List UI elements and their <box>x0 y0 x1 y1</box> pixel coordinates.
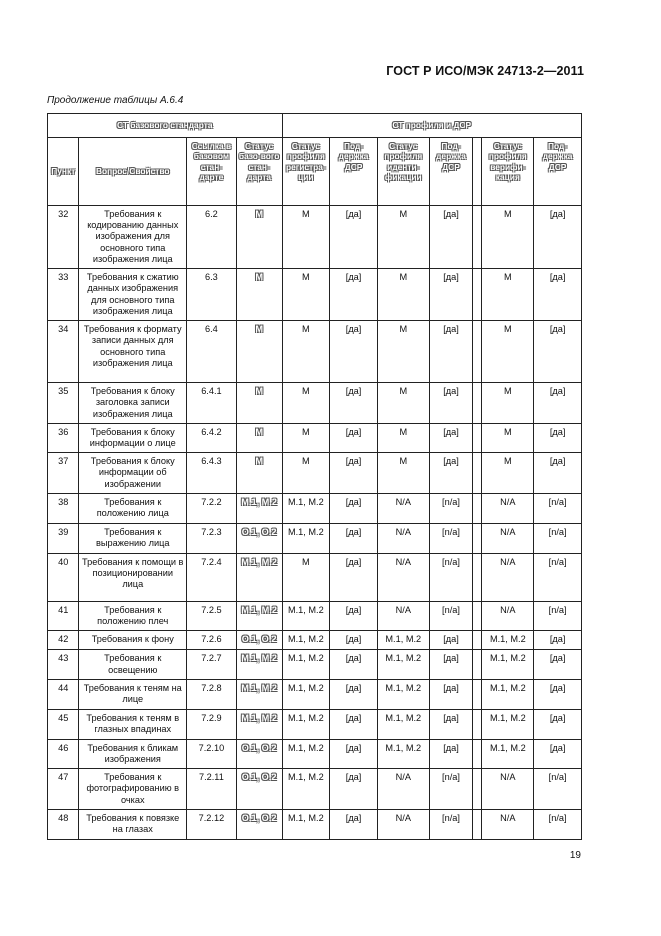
cell-item-number: 46 <box>48 739 79 768</box>
cell-verification-support: [n/a] <box>534 493 582 523</box>
table-row <box>48 739 582 768</box>
base-status-value: M.1, M.2 <box>241 496 278 507</box>
cell-base-status <box>236 739 282 768</box>
spacer-cell <box>473 739 482 768</box>
cell-verification-status: M.1, M.2 <box>482 650 534 679</box>
cell-registration-status: M.1, M.2 <box>282 739 330 768</box>
base-status-value: M.1, M.2 <box>241 682 278 693</box>
cell-reference: 7.2.8 <box>187 679 237 709</box>
cell-question: Требования к положению плеч <box>79 601 187 630</box>
cell-verification-status: M <box>482 423 534 452</box>
spacer-cell <box>473 809 482 839</box>
cell-reference: 7.2.5 <box>187 601 237 630</box>
table-row <box>48 523 582 553</box>
cell-reference: 6.4.1 <box>187 383 237 424</box>
cell-reference: 7.2.3 <box>187 523 237 553</box>
cell-registration-support: [да] <box>330 321 378 383</box>
cell-verification-support: [да] <box>534 650 582 679</box>
cell-verification-status: M <box>482 383 534 424</box>
table-caption: Продолжение таблицы А.6.4 <box>47 95 184 106</box>
cell-reference: 6.4.3 <box>187 453 237 494</box>
spacer-cell <box>473 523 482 553</box>
spacer-cell <box>473 493 482 523</box>
cell-identification-support: [n/a] <box>429 809 473 839</box>
table-row <box>48 809 582 839</box>
cell-identification-status: N/A <box>377 553 429 601</box>
cell-reference: 7.2.6 <box>187 631 237 650</box>
cell-registration-support: [да] <box>330 453 378 494</box>
cell-verification-support: [да] <box>534 269 582 321</box>
cell-verification-status: N/A <box>482 769 534 810</box>
cell-question: Требования к блоку информации об изображении <box>79 453 187 494</box>
cell-question: Требования к фотографированию в очках <box>79 769 187 810</box>
spacer-cell <box>473 423 482 452</box>
cell-registration-status: M.1, M.2 <box>282 809 330 839</box>
cell-identification-status: M <box>377 269 429 321</box>
table-row <box>48 601 582 630</box>
cell-registration-status: M <box>282 453 330 494</box>
cell-item-number: 34 <box>48 321 79 383</box>
cell-verification-support: [да] <box>534 383 582 424</box>
cell-identification-status: M <box>377 453 429 494</box>
cell-verification-status: N/A <box>482 809 534 839</box>
cell-identification-support: [да] <box>429 269 473 321</box>
cell-identification-support: [да] <box>429 739 473 768</box>
cell-verification-support: [да] <box>534 206 582 269</box>
cell-item-number: 35 <box>48 383 79 424</box>
cell-registration-support: [да] <box>330 739 378 768</box>
cell-base-status <box>236 769 282 810</box>
cell-identification-status: M <box>377 423 429 452</box>
base-status-value: M.1, M.2 <box>241 653 278 664</box>
cell-item-number: 38 <box>48 493 79 523</box>
cell-question: Требования к теням на лице <box>79 679 187 709</box>
cell-registration-support: [да] <box>330 709 378 739</box>
cell-verification-status: N/A <box>482 493 534 523</box>
cell-registration-status: M.1, M.2 <box>282 679 330 709</box>
group-header-base: СТ базового стандарта <box>48 114 283 138</box>
cell-reference: 6.4 <box>187 321 237 383</box>
cell-base-status <box>236 269 282 321</box>
cell-item-number: 42 <box>48 631 79 650</box>
spacer-cell <box>473 679 482 709</box>
spacer-cell <box>473 601 482 630</box>
col-header-verification-status: Статус профиля верифи-кация <box>482 138 534 206</box>
base-status-value: O.1, O.2 <box>241 772 277 783</box>
cell-registration-status: M <box>282 423 330 452</box>
cell-question: Требования к кодированию данных изображения для основного типа изображения лица <box>79 206 187 269</box>
cell-verification-status: M <box>482 321 534 383</box>
col-header-base-status: Статус базо-вого стан-дарта <box>236 138 282 206</box>
cell-verification-support: [да] <box>534 423 582 452</box>
cell-identification-support: [n/a] <box>429 601 473 630</box>
col-header-verification-support: Под-держка ДСР <box>534 138 582 206</box>
cell-reference: 6.4.2 <box>187 423 237 452</box>
col-header-reference: Ссылка в базовом стан-дарте <box>187 138 237 206</box>
col-header-question: Вопрос/Свойство <box>79 138 187 206</box>
cell-verification-status: M.1, M.2 <box>482 709 534 739</box>
cell-item-number: 32 <box>48 206 79 269</box>
cell-reference: 7.2.11 <box>187 769 237 810</box>
cell-reference: 7.2.9 <box>187 709 237 739</box>
cell-item-number: 39 <box>48 523 79 553</box>
cell-item-number: 43 <box>48 650 79 679</box>
cell-base-status <box>236 523 282 553</box>
cell-base-status <box>236 809 282 839</box>
base-status-value: M.1, M.2 <box>241 604 278 615</box>
cell-verification-support: [да] <box>534 321 582 383</box>
table-row <box>48 709 582 739</box>
cell-base-status <box>236 631 282 650</box>
cell-registration-support: [да] <box>330 206 378 269</box>
cell-reference: 7.2.4 <box>187 553 237 601</box>
cell-identification-support: [n/a] <box>429 769 473 810</box>
table-row <box>48 679 582 709</box>
cell-identification-support: [n/a] <box>429 523 473 553</box>
cell-identification-support: [да] <box>429 453 473 494</box>
cell-verification-support: [n/a] <box>534 809 582 839</box>
cell-item-number: 44 <box>48 679 79 709</box>
cell-reference: 7.2.7 <box>187 650 237 679</box>
cell-verification-status: M.1, M.2 <box>482 631 534 650</box>
cell-identification-support: [да] <box>429 423 473 452</box>
group-header-row <box>48 114 582 138</box>
cell-question: Требования к сжатию данных изображения для основного типа изображения лица <box>79 269 187 321</box>
cell-verification-status: N/A <box>482 601 534 630</box>
cell-reference: 7.2.12 <box>187 809 237 839</box>
cell-verification-status: N/A <box>482 553 534 601</box>
cell-verification-support: [да] <box>534 453 582 494</box>
cell-reference: 7.2.2 <box>187 493 237 523</box>
cell-identification-support: [n/a] <box>429 493 473 523</box>
cell-item-number: 40 <box>48 553 79 601</box>
cell-registration-support: [да] <box>330 523 378 553</box>
cell-base-status <box>236 383 282 424</box>
table-row <box>48 321 582 383</box>
cell-verification-status: M.1, M.2 <box>482 679 534 709</box>
cell-registration-status: M <box>282 206 330 269</box>
cell-item-number: 37 <box>48 453 79 494</box>
cell-identification-status: M.1, M.2 <box>377 631 429 650</box>
cell-verification-support: [n/a] <box>534 769 582 810</box>
cell-identification-support: [да] <box>429 709 473 739</box>
cell-registration-support: [да] <box>330 650 378 679</box>
cell-verification-support: [да] <box>534 679 582 709</box>
cell-registration-status: M.1, M.2 <box>282 493 330 523</box>
spacer-cell <box>473 553 482 601</box>
cell-registration-support: [да] <box>330 383 378 424</box>
cell-registration-support: [да] <box>330 769 378 810</box>
cell-item-number: 48 <box>48 809 79 839</box>
cell-question: Требования к блоку заголовка записи изображения лица <box>79 383 187 424</box>
cell-registration-status: M.1, M.2 <box>282 709 330 739</box>
cell-identification-status: M.1, M.2 <box>377 679 429 709</box>
cell-verification-status: M <box>482 453 534 494</box>
col-header-registration-support: Под-держка ДСР <box>330 138 378 206</box>
cell-registration-support: [да] <box>330 631 378 650</box>
cell-identification-status: N/A <box>377 601 429 630</box>
cell-verification-support: [n/a] <box>534 523 582 553</box>
spacer-cell <box>473 383 482 424</box>
cell-verification-support: [да] <box>534 709 582 739</box>
cell-item-number: 45 <box>48 709 79 739</box>
base-status-value: M <box>255 456 263 467</box>
cell-verification-support: [n/a] <box>534 553 582 601</box>
spacer-cell <box>473 206 482 269</box>
cell-registration-support: [да] <box>330 679 378 709</box>
cell-identification-support: [да] <box>429 383 473 424</box>
cell-identification-status: M.1, M.2 <box>377 709 429 739</box>
cell-registration-support: [да] <box>330 269 378 321</box>
cell-registration-support: [да] <box>330 493 378 523</box>
cell-question: Требования к выражению лица <box>79 523 187 553</box>
col-header-item: Пункт <box>48 138 79 206</box>
cell-registration-support: [да] <box>330 809 378 839</box>
base-status-value: M <box>255 386 263 397</box>
cell-base-status <box>236 709 282 739</box>
spacer-cell <box>473 453 482 494</box>
cell-identification-status: M.1, M.2 <box>377 739 429 768</box>
group-header-profile: СТ профиля и ДСР <box>282 114 582 138</box>
table-row <box>48 769 582 810</box>
col-header-identification-support: Под-держка ДСР <box>429 138 473 206</box>
cell-reference: 6.3 <box>187 269 237 321</box>
cell-registration-support: [да] <box>330 601 378 630</box>
cell-base-status <box>236 679 282 709</box>
cell-verification-support: [да] <box>534 739 582 768</box>
table-row <box>48 650 582 679</box>
table-row <box>48 493 582 523</box>
cell-base-status <box>236 493 282 523</box>
cell-base-status <box>236 601 282 630</box>
cell-identification-status: M <box>377 383 429 424</box>
cell-identification-support: [да] <box>429 206 473 269</box>
cell-identification-status: M <box>377 206 429 269</box>
base-status-value: M.1, M.2 <box>241 712 278 723</box>
cell-verification-support: [да] <box>534 631 582 650</box>
cell-reference: 7.2.10 <box>187 739 237 768</box>
cell-identification-support: [да] <box>429 631 473 650</box>
cell-registration-status: M.1, M.2 <box>282 650 330 679</box>
cell-verification-status: N/A <box>482 523 534 553</box>
cell-item-number: 36 <box>48 423 79 452</box>
base-status-value: O.1, O.2 <box>241 634 277 645</box>
cell-identification-support: [да] <box>429 321 473 383</box>
cell-identification-support: [n/a] <box>429 553 473 601</box>
base-status-value: O.1, O.2 <box>241 742 277 753</box>
table-row <box>48 631 582 650</box>
cell-registration-status: M <box>282 553 330 601</box>
col-header-registration-status: Статус профиля регистра-ции <box>282 138 330 206</box>
base-status-value: M <box>255 272 263 283</box>
spacer-cell <box>473 631 482 650</box>
base-status-value: O.1, O.2 <box>241 812 277 823</box>
col-header-identification-status: Статус профиля иденти-фикации <box>377 138 429 206</box>
table-row <box>48 383 582 424</box>
base-status-value: M <box>255 324 263 335</box>
spacer-cell <box>473 769 482 810</box>
table-row <box>48 206 582 269</box>
cell-question: Требования к освещению <box>79 650 187 679</box>
document-code: ГОСТ Р ИСО/МЭК 24713-2—2011 <box>386 64 584 78</box>
table-row <box>48 423 582 452</box>
page-number: 19 <box>569 850 581 861</box>
cell-base-status <box>236 321 282 383</box>
table-row <box>48 269 582 321</box>
conformance-table <box>47 113 582 840</box>
cell-identification-status: N/A <box>377 769 429 810</box>
cell-question: Требования к фону <box>79 631 187 650</box>
cell-verification-support: [n/a] <box>534 601 582 630</box>
cell-identification-support: [да] <box>429 650 473 679</box>
base-status-value: O.1, O.2 <box>241 526 277 537</box>
spacer-cell <box>473 321 482 383</box>
spacer-cell <box>473 138 482 206</box>
base-status-value: M.1, M.2 <box>241 556 278 567</box>
cell-identification-support: [да] <box>429 679 473 709</box>
cell-item-number: 41 <box>48 601 79 630</box>
cell-base-status <box>236 453 282 494</box>
cell-registration-status: M.1, M.2 <box>282 523 330 553</box>
cell-reference: 6.2 <box>187 206 237 269</box>
cell-registration-status: M <box>282 269 330 321</box>
cell-identification-status: M.1, M.2 <box>377 650 429 679</box>
cell-registration-support: [да] <box>330 553 378 601</box>
spacer-cell <box>473 709 482 739</box>
cell-question: Требования к повязке на глазах <box>79 809 187 839</box>
cell-question: Требования к помощи в позиционировании лица <box>79 553 187 601</box>
cell-question: Требования к бликам изображения <box>79 739 187 768</box>
cell-registration-status: M.1, M.2 <box>282 769 330 810</box>
cell-identification-status: M <box>377 321 429 383</box>
cell-question: Требования к формату записи данных для основного типа изображения лица <box>79 321 187 383</box>
cell-base-status <box>236 423 282 452</box>
base-status-value: M <box>255 426 263 437</box>
cell-item-number: 47 <box>48 769 79 810</box>
cell-registration-status: M <box>282 321 330 383</box>
base-status-value: M <box>255 209 263 219</box>
cell-base-status <box>236 650 282 679</box>
cell-question: Требования к блоку информации о лице <box>79 423 187 452</box>
cell-identification-status: N/A <box>377 523 429 553</box>
cell-verification-status: M <box>482 269 534 321</box>
cell-identification-status: N/A <box>377 809 429 839</box>
cell-base-status <box>236 206 282 269</box>
cell-question: Требования к положению лица <box>79 493 187 523</box>
cell-verification-status: M.1, M.2 <box>482 739 534 768</box>
cell-registration-status: M.1, M.2 <box>282 601 330 630</box>
cell-question: Требования к теням в глазных впадинах <box>79 709 187 739</box>
cell-registration-status: M.1, M.2 <box>282 631 330 650</box>
cell-verification-status: M <box>482 206 534 269</box>
cell-registration-support: [да] <box>330 423 378 452</box>
spacer-cell <box>473 269 482 321</box>
cell-registration-status: M <box>282 383 330 424</box>
spacer-cell <box>473 650 482 679</box>
cell-identification-status: N/A <box>377 493 429 523</box>
cell-base-status <box>236 553 282 601</box>
table-row <box>48 553 582 601</box>
table-row <box>48 453 582 494</box>
column-header-row <box>48 138 582 206</box>
cell-item-number: 33 <box>48 269 79 321</box>
